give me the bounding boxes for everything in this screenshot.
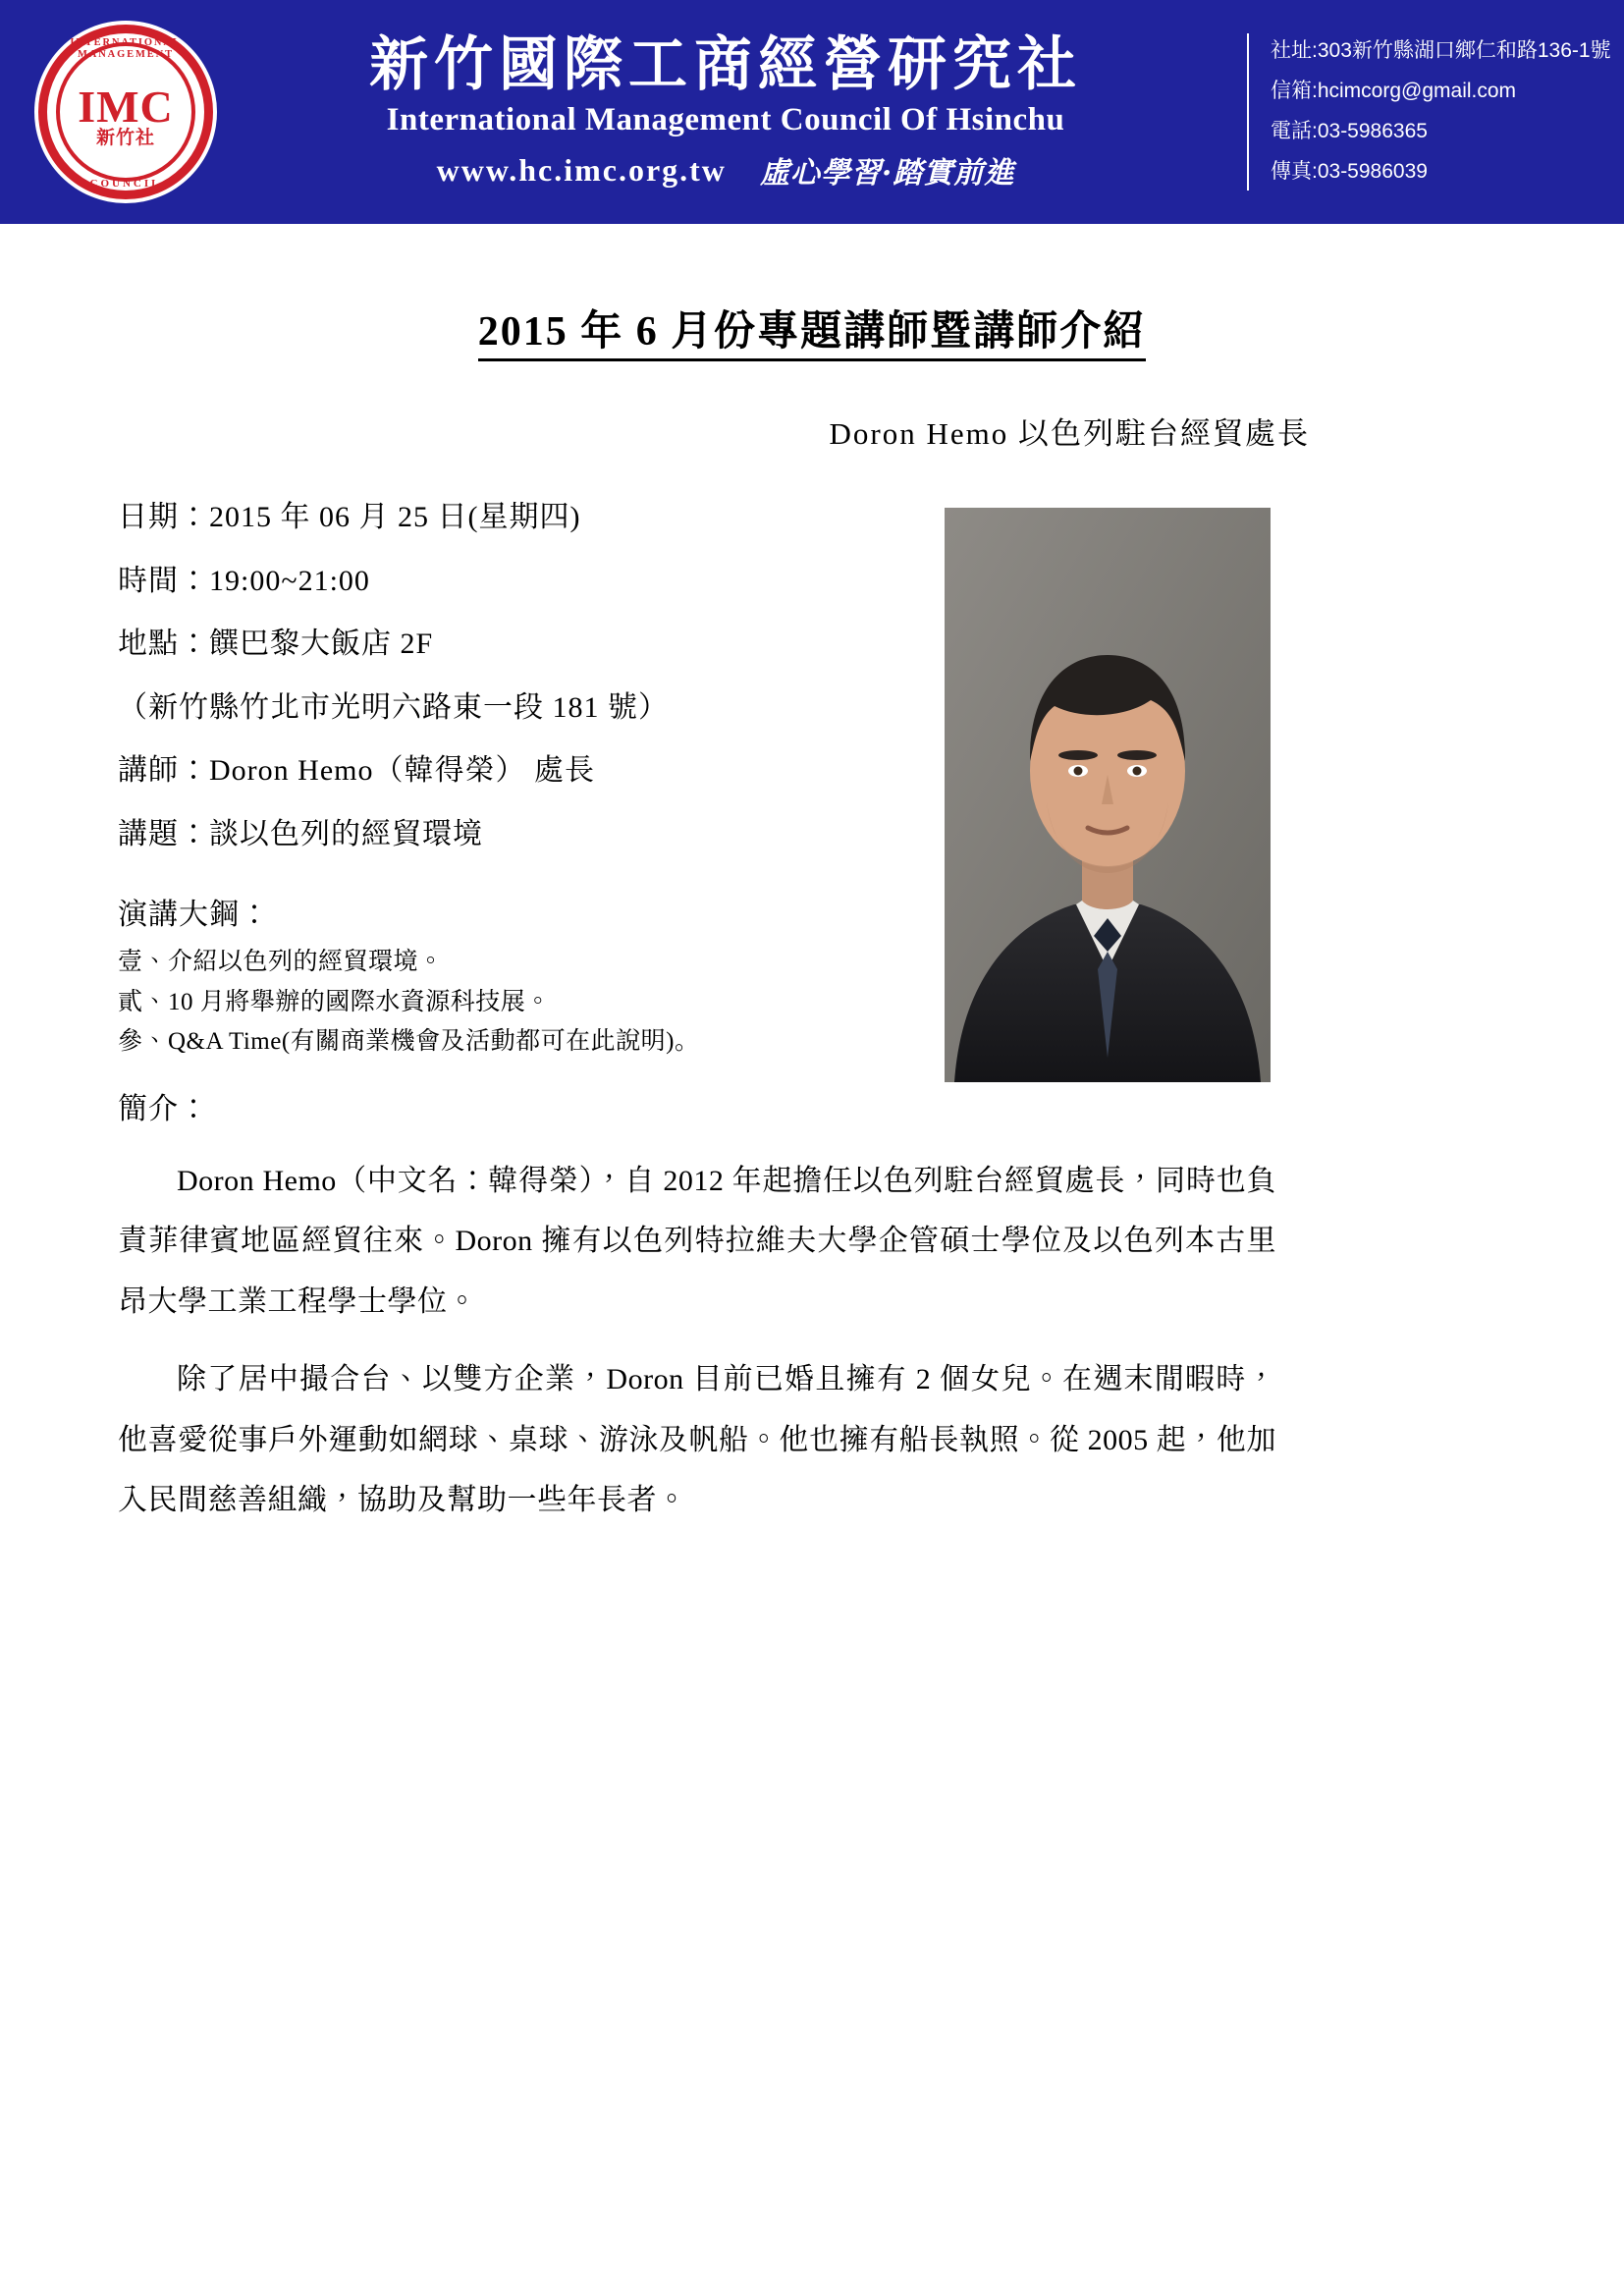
intro-paragraph: Doron Hemo（中文名：韓得榮），自 2012 年起擔任以色列駐台經貿處長，同時也負責菲律賓地區經貿往來。Doron 擁有以色列特拉維夫大學企管碩士學位及以色列本古里昂大學工業工程學士學位。 xyxy=(118,1164,1276,1318)
contact-address: 社址:303新竹縣湖口鄉仁和路136-1號 xyxy=(1271,39,1611,63)
outline-item: 壹、介紹以色列的經貿環境。 xyxy=(118,949,444,975)
intro-paragraph: 除了居中撮合台、以雙方企業，Doron 目前已婚且擁有 2 個女兒。在週末閒暇時，他喜愛從事戶外運動如網球、桌球、游泳及帆船。他也擁有船長執照。從 2005 起，他加入民間慈善組織，協助及幫助一些年長者。 xyxy=(118,1363,1276,1516)
outline-list xyxy=(118,943,1506,1063)
header-title-block xyxy=(214,32,1247,191)
logo-imc-text: IMC xyxy=(78,82,174,132)
outline-heading: 演講大鋼： xyxy=(118,899,270,931)
site-header xyxy=(0,0,1624,224)
outline-item: 貳、10 月將舉辦的國際水資源科技展。 xyxy=(118,988,551,1015)
contact-phone: 電話:03-5986365 xyxy=(1271,120,1428,142)
intro-heading: 簡介： xyxy=(118,1092,209,1125)
contact-fax: 傳真:03-5986039 xyxy=(1271,159,1428,183)
org-name-english: International Management Council Of Hsinchu xyxy=(386,101,1065,137)
org-slogan: 虛心學習·踏實前進 xyxy=(759,156,1015,191)
document-body xyxy=(0,299,1624,1531)
outline-item: 參、Q&A Time(有關商業機會及活動都可在此說明)。 xyxy=(118,1028,700,1055)
logo-arc-top-text: INTERNATIONAL MANAGEMENT xyxy=(70,36,182,60)
event-venue: 地點：饌巴黎大飯店 2F xyxy=(118,628,434,660)
event-address: （新竹縣竹北市光明六路東一段 181 號） xyxy=(118,690,669,724)
speaker-headline: Doron Hemo 以色列駐台經貿處長 xyxy=(829,416,1310,451)
page-title-text: 2015 年 6 月份專題講師暨講師介紹 xyxy=(478,309,1147,361)
header-divider xyxy=(1247,33,1249,191)
imc-logo xyxy=(27,14,224,210)
page-title xyxy=(118,299,1506,357)
event-topic: 講題：談以色列的經貿環境 xyxy=(118,817,483,850)
event-date: 日期：2015 年 06 月 25 日(星期四) xyxy=(118,501,581,533)
event-time: 時間：19:00~21:00 xyxy=(118,564,370,597)
event-info-block xyxy=(118,486,825,866)
contact-email[interactable]: 信箱:hcimcorg@gmail.com xyxy=(1271,80,1517,103)
speaker-portrait xyxy=(945,508,1271,1082)
header-contact-block xyxy=(1271,31,1624,192)
logo-arc-bottom-text: COUNCIL xyxy=(89,178,162,190)
event-lecturer: 講師：Doron Hemo（韓得榮） 處長 xyxy=(118,754,595,787)
org-website-url[interactable]: www.hc.imc.org.tw xyxy=(436,151,727,188)
logo-sub-text: 新竹社 xyxy=(95,128,155,148)
org-name-chinese: 新竹國際工商經營研究社 xyxy=(369,31,1082,97)
